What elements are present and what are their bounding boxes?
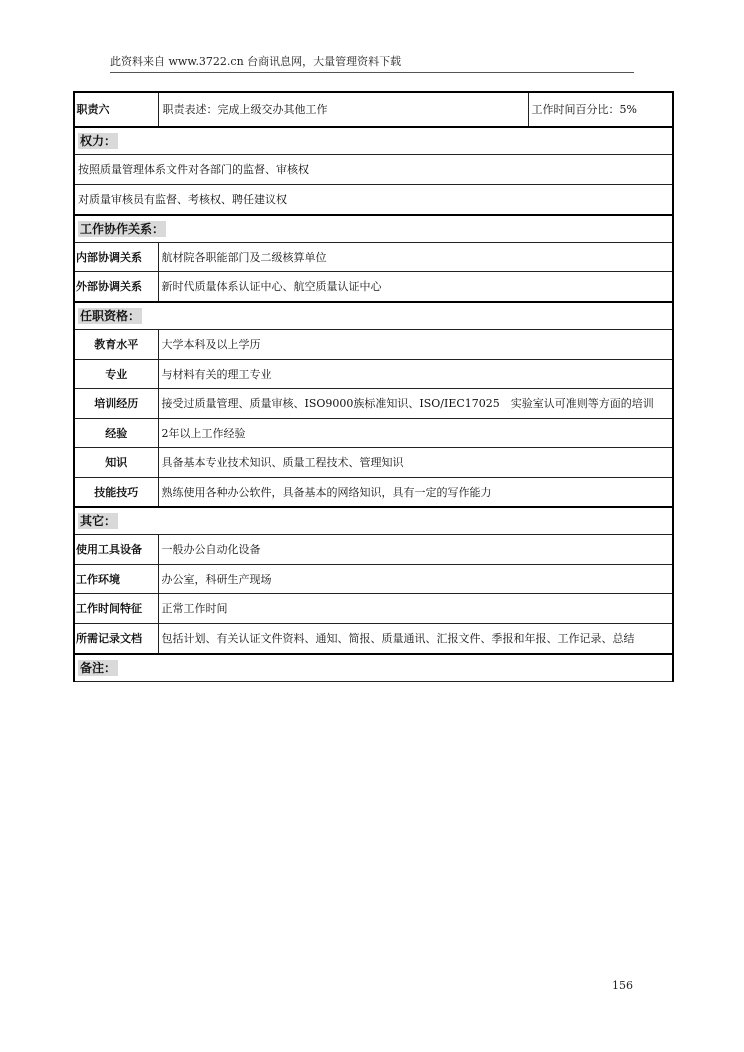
duty-description: 职责表述：完成上级交办其他工作 <box>158 92 528 127</box>
internal-coordination-value: 航材院各职能部门及二级核算单位 <box>158 243 673 272</box>
job-description-table <box>73 91 674 682</box>
external-coordination-value: 新时代质量体系认证中心、航空质量认证中心 <box>158 272 673 303</box>
authority-title: 权力： <box>80 133 117 148</box>
other-row <box>74 565 673 594</box>
qualification-row <box>74 419 673 448</box>
qualification-row <box>74 360 673 389</box>
environment-value: 办公室，科研生产现场 <box>158 565 673 594</box>
other-section <box>74 507 673 535</box>
duty-label-text: 职责六 <box>76 102 110 116</box>
tools-value: 一般办公自动化设备 <box>158 535 673 565</box>
qualification-row <box>74 330 673 360</box>
duty-label <box>74 92 158 127</box>
qualification-row <box>74 389 673 419</box>
external-coordination-row <box>74 272 673 303</box>
authority-text-1: 按照质量管理体系文件对各部门的监督、审核权 <box>74 155 673 185</box>
qualification-title: 任职资格： <box>80 308 141 323</box>
education-label: 教育水平 <box>74 330 158 360</box>
authority-section <box>74 127 673 155</box>
records-value: 包括计划、有关认证文件资料、通知、简报、质量通讯、汇报文件、季报和年报、工作记录、总结 <box>158 624 673 655</box>
qualification-row <box>74 478 673 508</box>
environment-label: 工作环境 <box>74 565 158 594</box>
page-header: 此资料来自 www.3722.cn 台商讯息网，大量管理资料下载 <box>110 53 634 73</box>
records-label: 所需记录文档 <box>74 624 158 655</box>
major-value: 与材料有关的理工专业 <box>158 360 673 389</box>
education-value: 大学本科及以上学历 <box>158 330 673 360</box>
training-value: 接受过质量管理、质量审核、ISO9000族标准知识、ISO/IEC17025 实验室认可准则等方面的培训 <box>158 389 673 419</box>
page-number: 156 <box>612 979 633 992</box>
duty-time-percent: 工作时间百分比：5% <box>528 92 673 127</box>
internal-coordination-label: 内部协调关系 <box>74 243 158 272</box>
remarks-section <box>74 654 673 682</box>
cooperation-title: 工作协作关系： <box>80 221 165 236</box>
experience-value: 2年以上工作经验 <box>158 419 673 448</box>
other-row <box>74 594 673 624</box>
other-row <box>74 624 673 655</box>
authority-item-1 <box>74 155 673 185</box>
internal-coordination-row <box>74 243 673 272</box>
other-row <box>74 535 673 565</box>
skills-label: 技能技巧 <box>74 478 158 508</box>
training-label: 培训经历 <box>74 389 158 419</box>
duty-row <box>74 92 673 127</box>
remarks-title: 备注： <box>80 660 117 675</box>
other-title: 其它： <box>80 513 117 528</box>
skills-value: 熟练使用各种办公软件，具备基本的网络知识，具有一定的写作能力 <box>158 478 673 508</box>
worktime-value: 正常工作时间 <box>158 594 673 624</box>
experience-label: 经验 <box>74 419 158 448</box>
qualification-section <box>74 302 673 330</box>
worktime-label: 工作时间特征 <box>74 594 158 624</box>
cooperation-section <box>74 215 673 243</box>
authority-text-2: 对质量审核员有监督、考核权、聘任建议权 <box>74 185 673 216</box>
knowledge-label: 知识 <box>74 448 158 478</box>
external-coordination-label: 外部协调关系 <box>74 272 158 303</box>
authority-item-2 <box>74 185 673 216</box>
tools-label: 使用工具设备 <box>74 535 158 565</box>
qualification-row <box>74 448 673 478</box>
major-label: 专业 <box>74 360 158 389</box>
knowledge-value: 具备基本专业技术知识、质量工程技术、管理知识 <box>158 448 673 478</box>
